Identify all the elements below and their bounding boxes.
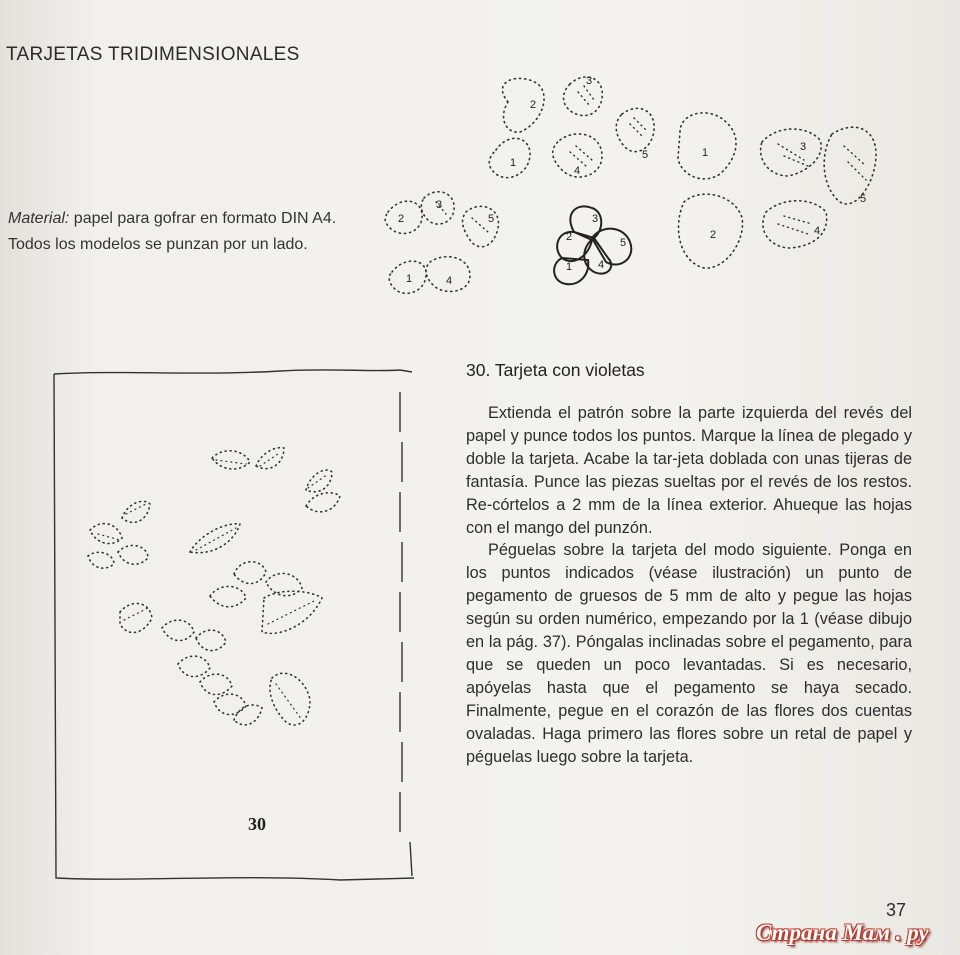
pattern-number: 2 bbox=[398, 213, 405, 225]
instructions-text bbox=[466, 402, 912, 769]
instructions-paragraph-1: Extienda el patrón sobre la parte izquierda del revés del papel y punce todos los puntos. Marque la línea de plegado y doble la tarjeta. Acabe la tar-jeta doblada con unas tijeras de fantasía. Punce las piezas sueltas por el revés de los restos. Re-córtelos a 2 mm de la línea exterior. Ahueque las hojas con el mango del punzón. bbox=[466, 404, 912, 537]
pattern-number: 2 bbox=[530, 99, 537, 111]
pattern-number: 4 bbox=[598, 259, 605, 271]
pattern-number: 1 bbox=[406, 273, 413, 285]
pattern-number: 5 bbox=[860, 193, 867, 205]
pattern-number: 2 bbox=[566, 231, 573, 243]
pattern-number: 5 bbox=[488, 213, 495, 225]
page-header-title: TARJETAS TRIDIMENSIONALES bbox=[6, 44, 300, 65]
pattern-number: 5 bbox=[642, 149, 649, 161]
page-number: 37 bbox=[886, 900, 907, 920]
instructions-paragraph-2: Péguelas sobre la tarjeta del modo siguiente. Ponga en los puntos indicados (véase ilustración) un punto de pegamento de gruesos de 5 mm de alto y pegue las hojas según su orden numérico, empezando por la 1 (véase dibujo en la pág. 37). Póngalas inclinadas sobre el pegamento, para que se queden un poco levantadas. Si es necesario, apóyelas hasta que el pegamento se haya secado. Finalmente, pegue en el corazón de las flores dos cuentas ovaladas. Haga primero las flores sobre un retal de papel y péguelas luego sobre la tarjeta. bbox=[466, 541, 912, 766]
pattern-number: 1 bbox=[566, 261, 573, 273]
violet-pattern-diagram bbox=[380, 62, 900, 312]
site-watermark: Страна Мам . ру bbox=[756, 920, 929, 945]
pattern-number: 5 bbox=[620, 237, 627, 249]
pattern-number: 3 bbox=[586, 75, 593, 87]
pattern-number: 3 bbox=[592, 213, 599, 225]
pattern-number: 4 bbox=[814, 225, 821, 237]
pattern-number: 1 bbox=[702, 147, 709, 159]
card-number-label: 30 bbox=[248, 814, 266, 834]
card-illustration bbox=[40, 362, 422, 888]
pattern-number: 2 bbox=[710, 229, 717, 241]
section-title: 30. Tarjeta con violetas bbox=[466, 360, 645, 380]
pattern-number: 4 bbox=[574, 165, 581, 177]
material-note bbox=[8, 206, 338, 258]
pattern-number: 3 bbox=[800, 141, 807, 153]
material-text: papel para gofrar en formato DIN A4. Todos los modelos se punzan por un lado. bbox=[8, 210, 337, 253]
pattern-number: 3 bbox=[436, 199, 443, 211]
pattern-number: 1 bbox=[510, 157, 517, 169]
pattern-number: 4 bbox=[446, 275, 453, 287]
material-label: Material: bbox=[8, 210, 70, 227]
